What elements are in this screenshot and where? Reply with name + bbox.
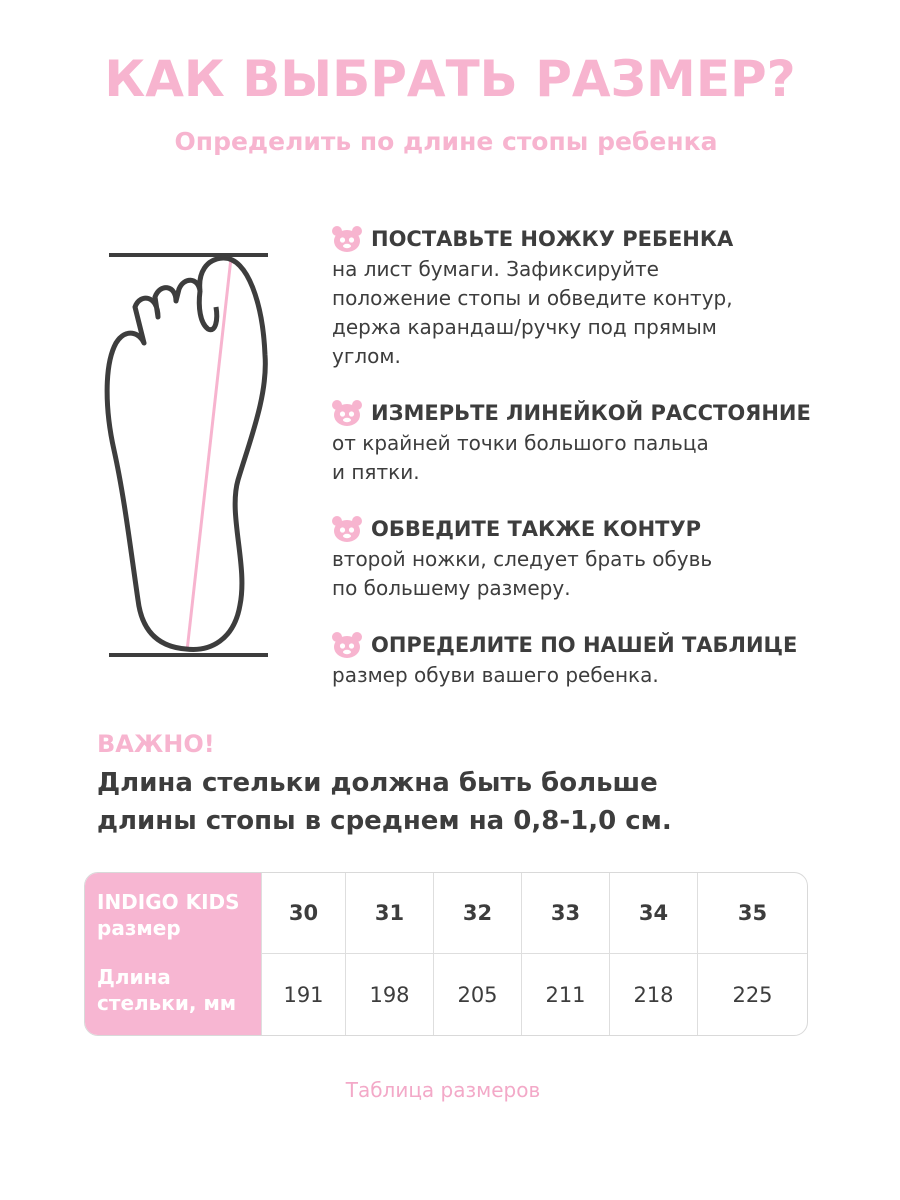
size-cell: 33 <box>522 873 609 954</box>
length-cell: 205 <box>457 982 498 1007</box>
foot-measure-illustration <box>100 245 280 665</box>
page-title: КАК ВЫБРАТЬ РАЗМЕР? <box>104 50 796 108</box>
table-column <box>345 873 433 1035</box>
bear-head-icon <box>332 226 362 252</box>
table-column <box>521 873 609 1035</box>
size-cell: 30 <box>262 873 345 954</box>
step-2 <box>332 400 852 487</box>
bear-head-icon <box>332 516 362 542</box>
size-table <box>84 872 808 1036</box>
row-header-size: INDIGO KIDS размер <box>97 890 240 940</box>
length-cell: 218 <box>633 982 674 1007</box>
step-title: ИЗМЕРЬТЕ ЛИНЕЙКОЙ РАССТОЯНИЕ <box>371 401 811 425</box>
length-cell: 191 <box>283 982 324 1007</box>
step-title: ОПРЕДЕЛИТЕ ПО НАШЕЙ ТАБЛИЦЕ <box>371 633 798 657</box>
step-text: второй ножки, следует брать обувь по большему размеру. <box>332 547 713 600</box>
step-title: ОБВЕДИТЕ ТАКЖЕ КОНТУР <box>371 517 702 541</box>
size-cell: 32 <box>434 873 521 954</box>
important-label: ВАЖНО! <box>97 730 215 758</box>
row-header-length: Длина стельки, мм <box>97 965 237 1016</box>
step-title: ПОСТАВЬТЕ НОЖКУ РЕБЕНКА <box>371 227 734 251</box>
big-toe-outline <box>199 291 216 330</box>
size-cell: 31 <box>346 873 433 954</box>
step-text: от крайней точки большого пальца и пятки. <box>332 431 709 484</box>
table-column <box>697 873 807 1035</box>
table-header-column <box>85 873 261 1035</box>
length-cell: 198 <box>369 982 410 1007</box>
step-4 <box>332 632 852 690</box>
bear-head-icon <box>332 632 362 658</box>
step-text: на лист бумаги. Зафиксируйте положение стопы и обведите контур, держа карандаш/ручку под прямым углом. <box>332 257 733 368</box>
table-column <box>609 873 697 1035</box>
table-column <box>433 873 521 1035</box>
length-line <box>187 258 231 651</box>
bear-head-icon <box>332 400 362 426</box>
step-text: размер обуви вашего ребенка. <box>332 663 659 687</box>
important-text: Длина стельки должна быть больше длины стопы в среднем на 0,8-1,0 см. <box>97 768 672 836</box>
step-1 <box>332 226 852 371</box>
size-cell: 35 <box>698 873 807 954</box>
step-3 <box>332 516 852 603</box>
size-cell: 34 <box>610 873 697 954</box>
length-cell: 211 <box>545 982 586 1007</box>
page-subtitle: Определить по длине стопы ребенка <box>174 127 718 156</box>
table-column <box>261 873 345 1035</box>
length-cell: 225 <box>732 982 773 1007</box>
table-caption: Таблица размеров <box>345 1078 541 1102</box>
foot-outline <box>107 258 265 649</box>
